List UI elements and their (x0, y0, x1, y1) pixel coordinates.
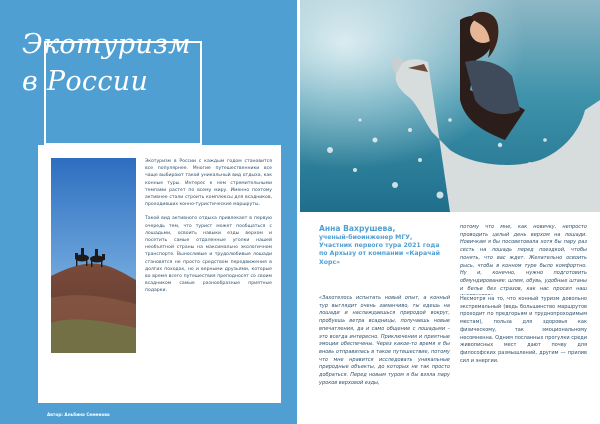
body-paragraph: Несмотря на то, что конный туризм довольно экстремальный (ведь большинство маршрутов проходит по предгорьям и труднопроходимым местам), польза для здоровья как физическому, так эмоциональному несомненна. Одним посланных прогулки среди живописных мест дают почву для философских размышлений, другим — прилив сил и энергии. (460, 296, 587, 364)
riders-on-hill-illustration (51, 158, 136, 353)
quote-text-continued: потому что мне, как новичку, непросто проводить целый день верхом на лошади. Новичкам я бы посоветовала хотя бы пару раз сесть на лошадь перед поездкой, чтобы понять, что вас ждет. Желательно освоить рысь, чтобы в конном туре было комфортно. Ну и, конечно, нужно подготовить обмундирование: шлем, обувь, удобные штаны и белье без стразов, как нас просил наш (460, 224, 587, 292)
intro-text-column (145, 158, 272, 391)
intro-paragraph: Такой вид активного отдыха привлекает в первую очередь тем, что турист может пообщаться с лошадьми, освоить навыки езды верхом и посетить самые отдаленные уголки нашей необъятной страны на максимально экологичном транспорте. Выносливые и трудолюбивые лошади становятся не просто средством передвижения в долгих походах, но и верными друзьями, которые во время всего путешествия преподносят со своим всадником самые разнообразные приятные подарки. (145, 216, 272, 294)
riders-on-hill-photo (51, 158, 136, 353)
title-line-2: в России (22, 66, 149, 97)
woman-riding-horse-photo (300, 0, 600, 212)
left-page-panel (0, 0, 297, 424)
byline-name: Анна Вахрушева, (319, 224, 396, 233)
byline-role: ученый-биоинженер МГУ, Участник первого тура 2021 года по Архызу от компании «Карачай Хорс» (319, 234, 440, 266)
quote-column-2 (460, 224, 587, 295)
page-title (22, 26, 192, 100)
photo-credit: Автор: Альбина Семенова (47, 412, 110, 417)
quote-column-1 (319, 295, 450, 420)
intro-content-box (38, 145, 281, 403)
right-page-panel (300, 0, 600, 424)
intro-paragraph: Экотуризм в России с каждым годом становится все популярнее. Многие путешественники все чаще выбирают такой уникальный вид отдыха, как конные туры. Интерес к нем стремительными темпами растет по всему миру. Именно поэтому активнее стали строить комплексы для всадников, проходивших конно-туристические маршруты. (145, 159, 272, 208)
byline (319, 224, 444, 267)
body-column-2 (460, 296, 587, 418)
horse-in-water-illustration (300, 0, 600, 212)
quote-text: «Захотелось испытать новый опыт, а конный тур выглядит очень заманчиво, ты едешь на лошади и наслаждаешься природой вокруг, пробуешь ветра всадницы, получаешь новые впечатления, да и само общение с лошадьми – это всегда интересно. Приключения и приятные эмоции обеспечены. Через какое-то время я бы вновь отправилась в такое путешествие, потому что мне нравится исследовать уникальные природные объекты, до которых не так просто добраться. Перед новым туром я бы взяла пару уроков верховой езды, (319, 295, 450, 386)
title-line-1: Экотуризм (22, 29, 191, 60)
